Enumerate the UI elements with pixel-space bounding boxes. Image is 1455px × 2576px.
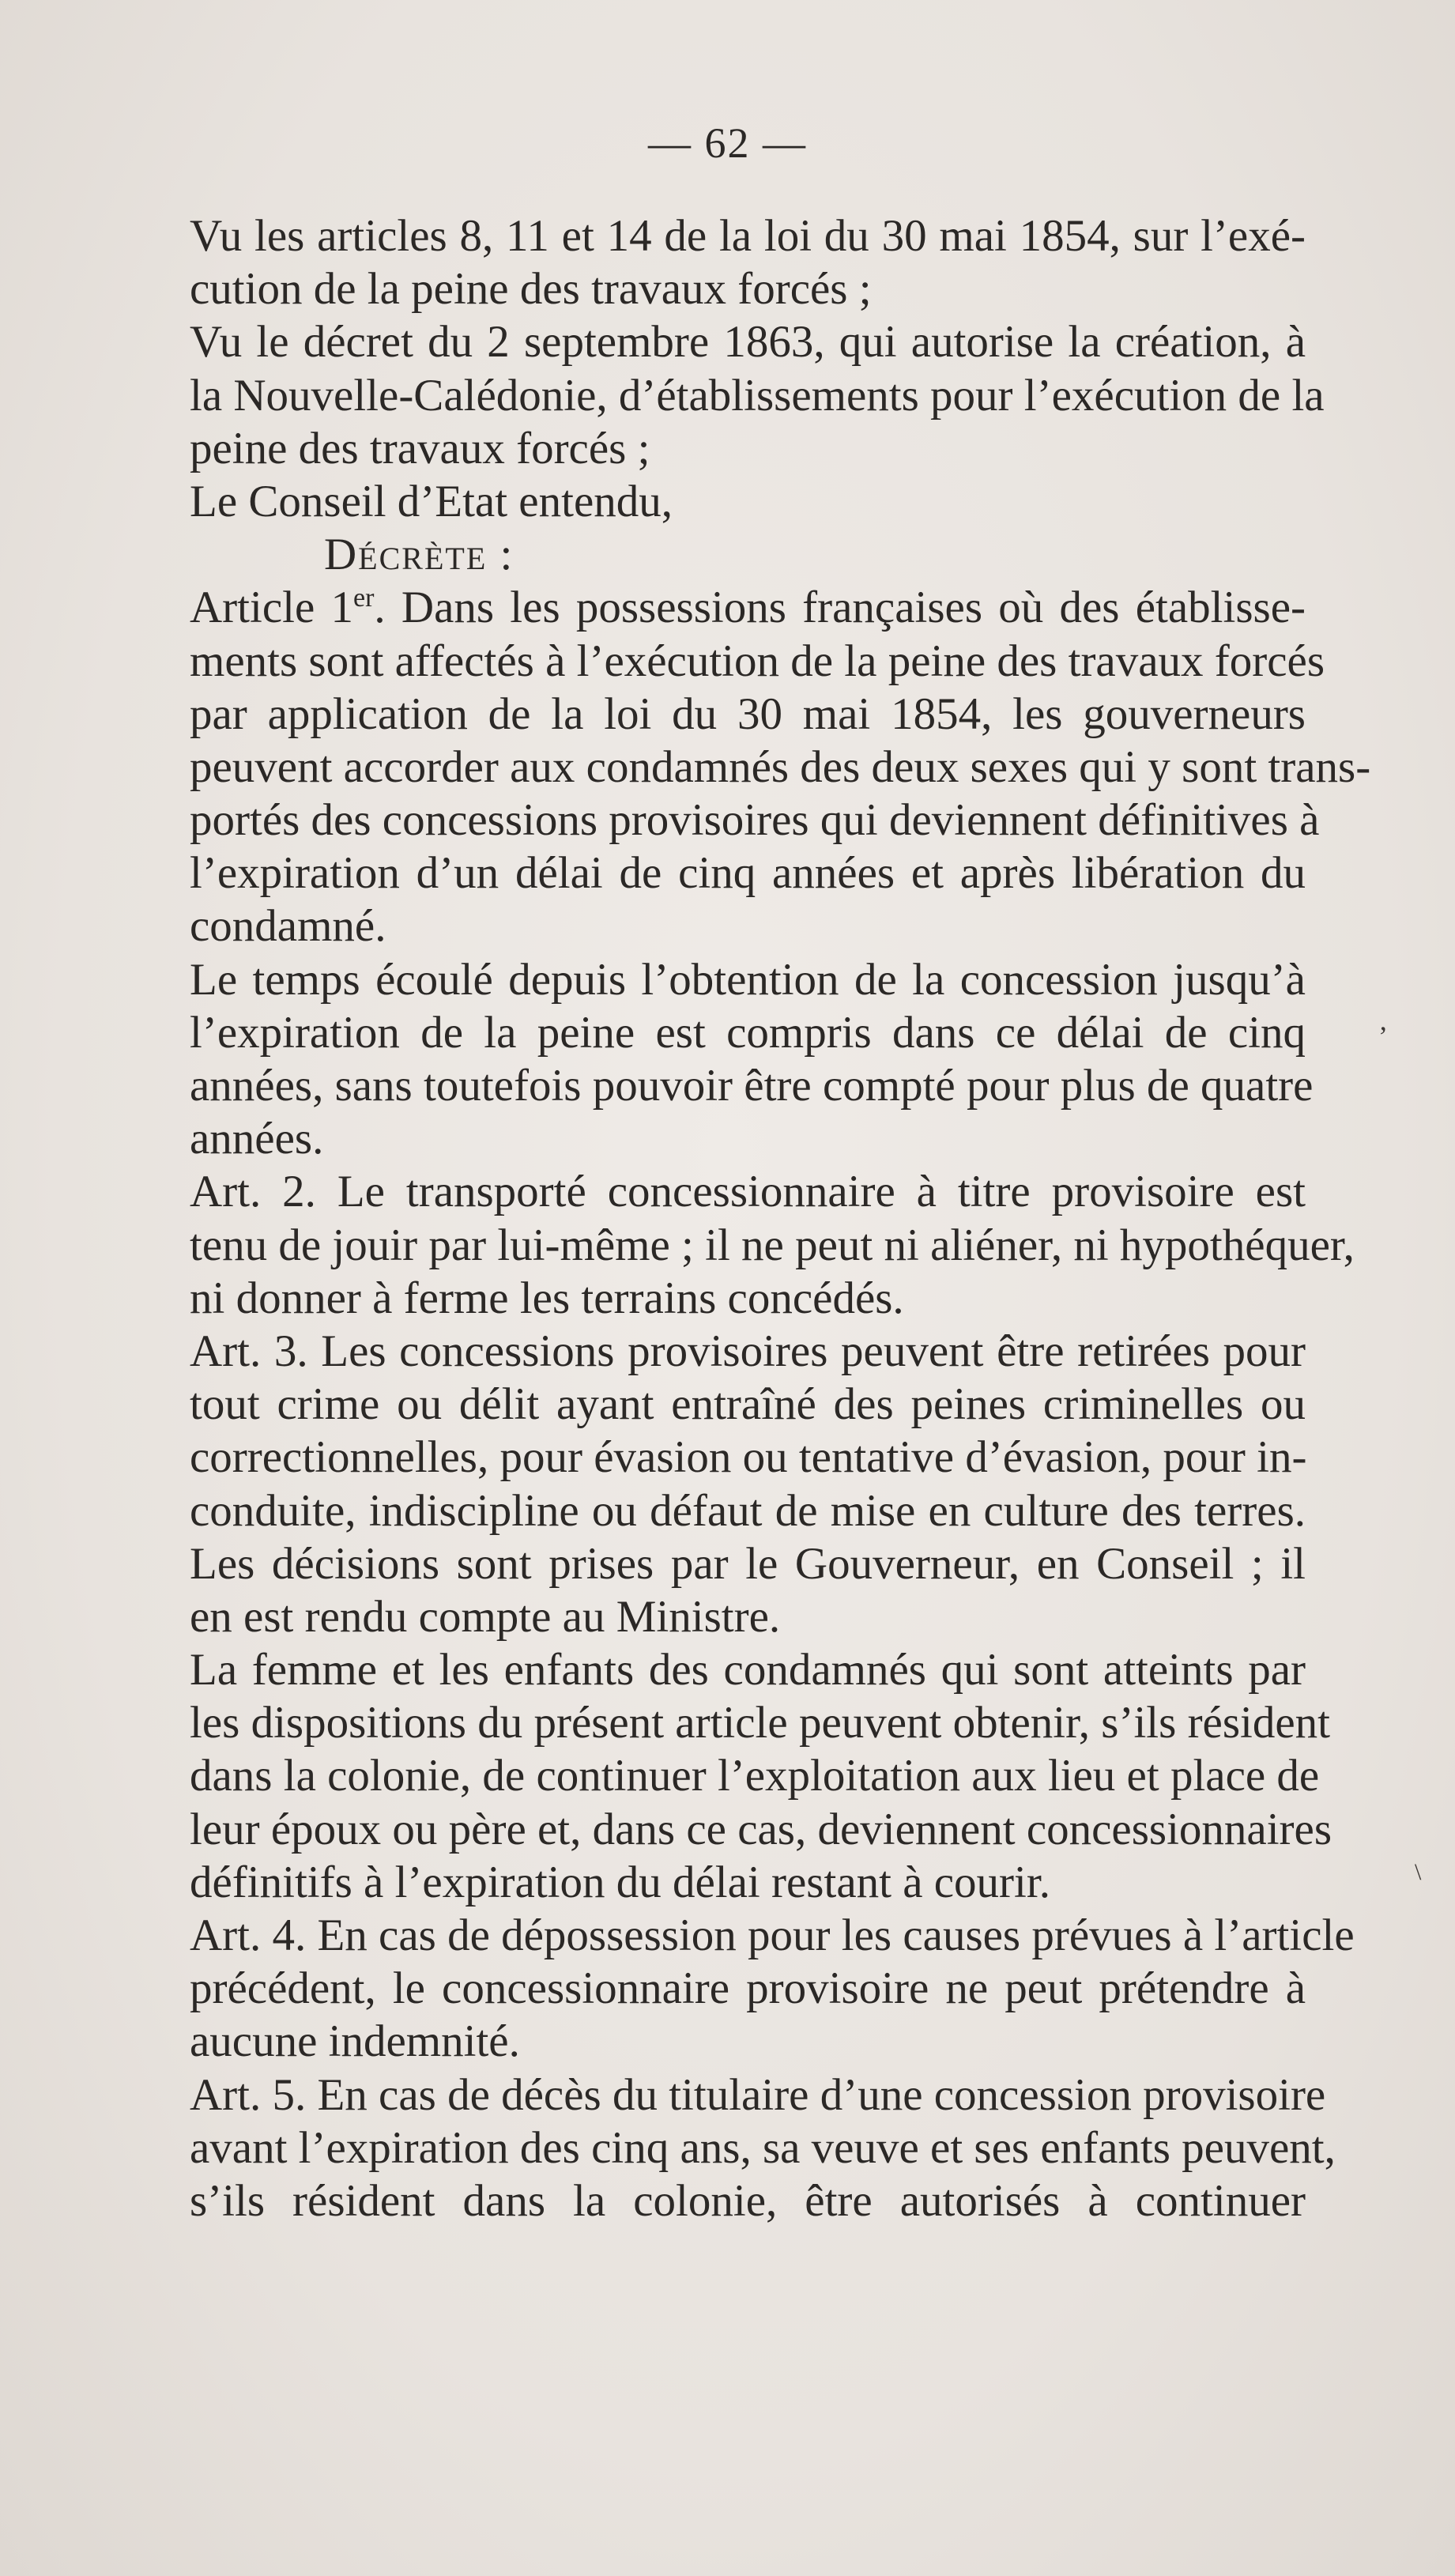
text-line: Le temps écoulé depuis l’obtention de la concession jusqu’à [190, 954, 1306, 1005]
text-line [190, 581, 1306, 634]
decree-text [190, 209, 1371, 2227]
text-line: définitifs à l’expiration du délai restant à courir. [190, 1857, 1050, 1907]
text-line: s’ils résident dans la colonie, être autorisés à continuer [190, 2175, 1306, 2226]
text-line: La femme et les enfants des condamnés qui sont atteints par [190, 1645, 1306, 1695]
text-line: années. [190, 1114, 324, 1164]
text-line: portés des concessions provisoires qui deviennent définitives à [190, 795, 1320, 846]
text-line: cution de la peine des travaux forcés ; [190, 264, 872, 315]
text-line: Le Conseil d’Etat entendu, [190, 476, 673, 526]
text-line: conduite, indiscipline ou défaut de mise en culture des terres. [190, 1485, 1306, 1536]
decree-heading-text: Décrète : [324, 530, 515, 580]
text-line: en est rendu compte au Ministre. [190, 1591, 781, 1642]
text-line: tenu de jouir par lui-même ; il ne peut ni aliéner, ni hypothéquer, [190, 1220, 1355, 1270]
text-line: Art. 4. En cas de dépossession pour les causes prévues à l’article [190, 1910, 1355, 1960]
text-line: Vu les articles 8, 11 et 14 de la loi du 30 mai 1854, sur l’exé- [190, 211, 1306, 261]
text-line: dans la colonie, de continuer l’exploitation aux lieu et place de [190, 1751, 1320, 1801]
decree-heading [190, 528, 1306, 581]
text-line: ments sont affectés à l’exécution de la peine des travaux forcés [190, 636, 1325, 686]
text-line: Art. 5. En cas de décès du titulaire d’une concession provisoire [190, 2069, 1326, 2120]
text-line: par application de la loi du 30 mai 1854, les gouverneurs [190, 688, 1306, 739]
text-line: correctionnelles, pour évasion ou tentative d’évasion, pour in- [190, 1432, 1307, 1483]
text-line: l’expiration d’un délai de cinq années et après libération du [190, 848, 1306, 899]
text-line: leur époux ou père et, dans ce cas, deviennent concessionnaires [190, 1804, 1332, 1854]
text-line: aucune indemnité. [190, 2016, 520, 2067]
text-line: tout crime ou délit ayant entraîné des peines criminelles ou [190, 1379, 1306, 1430]
text-line: ni donner à ferme les terrains concédés. [190, 1273, 904, 1323]
ordinal-suffix: er [353, 583, 375, 613]
page-number: — 62 — [648, 119, 807, 167]
text-line: précédent, le concessionnaire provisoire ne peut prétendre à [190, 1963, 1306, 2014]
article-1-text: Article 1er. Dans les possessions françaises où des établisse- [190, 583, 1306, 633]
text-line: la Nouvelle-Calédonie, d’établissements pour l’exécution de la [190, 370, 1325, 421]
text-line: condamné. [190, 901, 386, 952]
text-line: les dispositions du présent article peuvent obtenir, s’ils résident [190, 1698, 1331, 1748]
text-line: Vu le décret du 2 septembre 1863, qui autorise la création, à [190, 317, 1306, 368]
text-line: Art. 3. Les concessions provisoires peuvent être retirées pour [190, 1326, 1306, 1376]
text-line: Art. 2. Le transporté concessionnaire à titre provisoire est [190, 1167, 1306, 1217]
margin-mark: ’ [1378, 1020, 1388, 1052]
text-line: Les décisions sont prises par le Gouverneur, en Conseil ; il [190, 1538, 1306, 1589]
text-line: années, sans toutefois pouvoir être compté pour plus de quatre [190, 1061, 1314, 1111]
margin-mark: \ [1415, 1859, 1422, 1885]
text-line: peuvent accorder aux condamnés des deux sexes qui y sont trans- [190, 741, 1371, 792]
text-line: avant l’expiration des cinq ans, sa veuve et ses enfants peuvent, [190, 2122, 1336, 2173]
text-line: l’expiration de la peine est compris dans ce délai de cinq [190, 1007, 1306, 1058]
text-line: peine des travaux forcés ; [190, 423, 650, 473]
